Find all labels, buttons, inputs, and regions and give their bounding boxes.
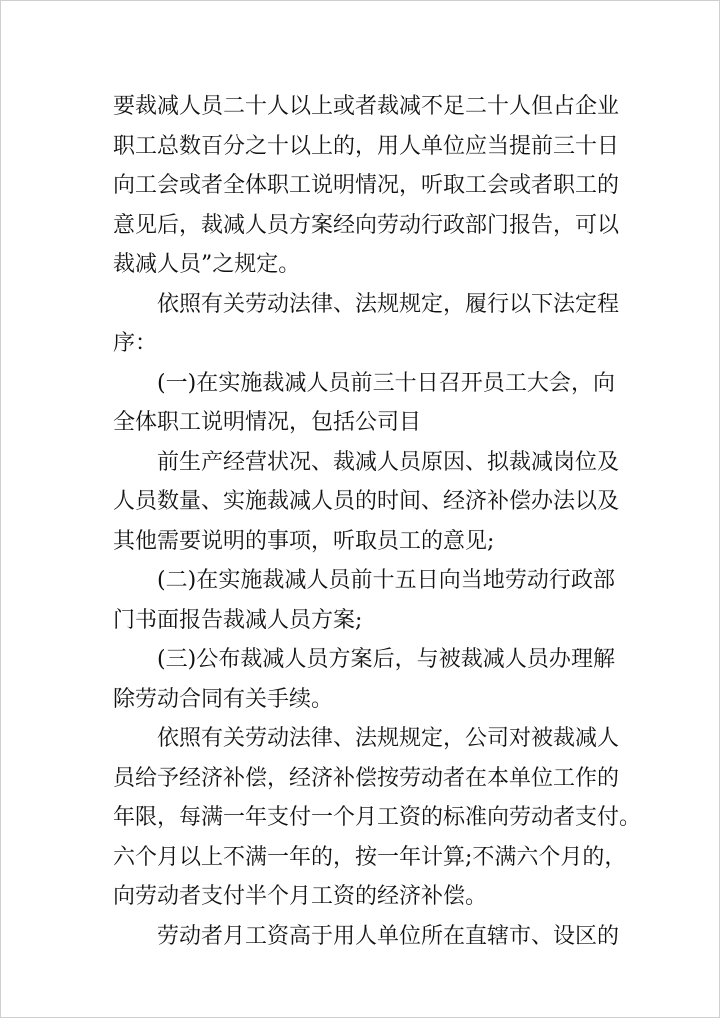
- text-line: 六个月以上不满一年的，按一年计算;不满六个月的，: [113, 844, 627, 870]
- text-line: (二)在实施裁减人员前十五日向当地劳动行政部: [157, 568, 615, 593]
- text-line: 序：: [113, 331, 158, 356]
- text-line: 除劳动合同有关手续。: [113, 686, 334, 712]
- document-body: [113, 87, 642, 956]
- text-line: 向劳动者支付半个月工资的经济补偿。: [113, 884, 488, 909]
- text-line: 裁减人员”之规定。: [113, 252, 301, 277]
- text-line: 员给予经济补偿，经济补偿按劳动者在本单位工作的: [113, 765, 620, 791]
- text-line: 其他需要说明的事项，听取员工的意见;: [113, 528, 495, 554]
- text-line: 前生产经营状况、裁减人员原因、拟裁减岗位及: [157, 449, 620, 475]
- text-line: 依照有关劳动法律、法规规定，公司对被裁减人: [157, 726, 620, 751]
- text-line: 要裁减人员二十人以上或者裁减不足二十人但占企业: [113, 94, 620, 119]
- text-line: 门书面报告裁减人员方案;: [113, 607, 363, 633]
- text-line: (一)在实施裁减人员前三十日召开员工大会，向: [157, 370, 615, 396]
- text-line: 年限，每满一年支付一个月工资的标准向劳动者支付。: [113, 805, 642, 830]
- text-line: 职工总数百分之十以上的，用人单位应当提前三十日: [113, 133, 620, 159]
- text-line: (三)公布裁减人员方案后，与被裁减人员办理解: [157, 647, 615, 672]
- text-line: 意见后，裁减人员方案经向劳动行政部门报告，可以: [113, 212, 620, 238]
- text-line: 劳动者月工资高于用人单位所在直辖市、设区的: [157, 923, 620, 949]
- text-line: 依照有关劳动法律、法规规定，履行以下法定程: [157, 291, 620, 317]
- text-line: 全体职工说明情况，包括公司目: [113, 410, 422, 435]
- text-line: 人员数量、实施裁减人员的时间、经济补偿办法以及: [113, 489, 620, 514]
- text-line: 向工会或者全体职工说明情况，听取工会或者职工的: [113, 173, 620, 198]
